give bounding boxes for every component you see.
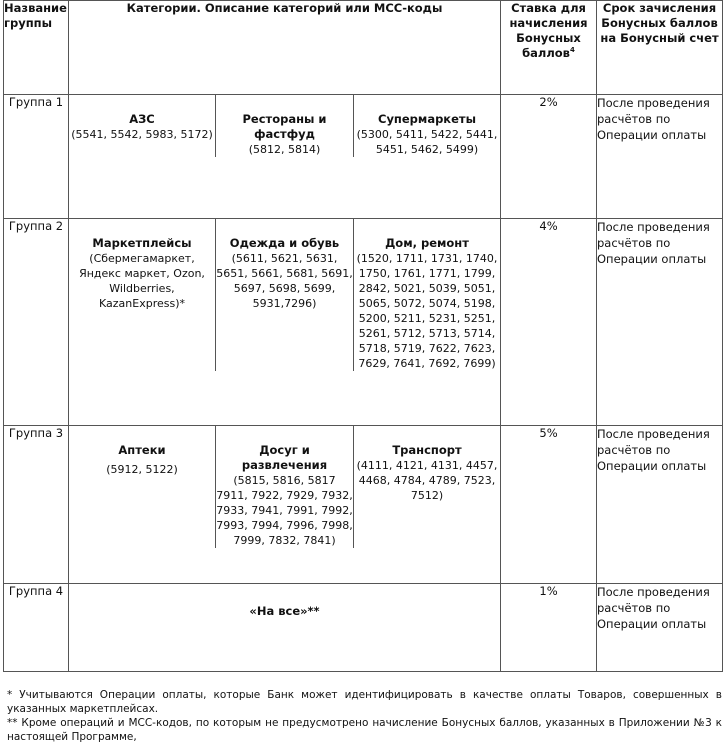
table-row-group-3: [4, 426, 723, 584]
category-codes: (5541, 5542, 5983, 5172): [71, 128, 213, 141]
category-name: Аптеки: [118, 443, 166, 457]
footnote-exclusions: ** Кроме операций и МСС-кодов, по которым не предусмотрено начисление Бонусных баллов, указанных в Приложении №3 к настоящей Программе,: [7, 717, 722, 743]
group-label: Группа 3: [4, 426, 69, 584]
group-label: Группа 2: [4, 219, 69, 426]
category-cell: [354, 95, 500, 157]
category-name: Рестораны и фастфуд: [242, 112, 327, 141]
category-codes: (5912, 5122): [106, 463, 178, 476]
category-cell: [354, 426, 500, 548]
footnotes: [7, 688, 722, 744]
category-codes: (5611, 5621, 5631, 5651, 5661, 5681, 5691, 5697, 5698, 5699, 5931,7296): [216, 252, 353, 310]
category-cell: [215, 219, 354, 371]
category-codes: (4111, 4121, 4131, 4457, 4468, 4784, 4789, 7523, 7512): [356, 459, 498, 502]
group-rate: 5%: [501, 426, 597, 584]
group-term: После проведения расчётов по Операции оплаты: [597, 95, 723, 219]
header-term: Срок зачисления Бонусных баллов на Бонусный счет: [597, 1, 723, 95]
group-rate: 4%: [501, 219, 597, 426]
category-codes: (1520, 1711, 1731, 1740, 1750, 1761, 1771, 1799, 2842, 5021, 5039, 5051, 5065, 5072, 5074, 5198, 5200, 5211, 5231, 5251, 5261, 5712, 5713, 5714, 5718, 5719, 7622, 7623, 7629, 7641, 7692, 7699): [356, 252, 498, 370]
category-cell: [354, 219, 500, 371]
category-cell: [215, 426, 354, 548]
table-row-group-1: [4, 95, 723, 219]
header-rate-text: Ставка для начисления Бонусных баллов: [509, 1, 588, 60]
group-term: После проведения расчётов по Операции оплаты: [597, 426, 723, 584]
group-term: После проведения расчётов по Операции оплаты: [597, 584, 723, 672]
header-categories: Категории. Описание категорий или МСС-коды: [69, 1, 501, 95]
category-codes: (5812, 5814): [248, 143, 321, 156]
group-categories: [69, 584, 501, 672]
category-codes: (5815, 5816, 5817 7911, 7922, 7929, 7932, 7933, 7941, 7991, 7992, 7993, 7994, 7996, 7998, 7999, 7832, 7841): [216, 474, 353, 547]
category-name: Одежда и обувь: [229, 236, 340, 250]
category-codes: (Сбермегамаркет, Яндекс маркет, Ozon, Wildberries, KazanExpress)*: [79, 252, 205, 310]
group-label: Группа 4: [4, 584, 69, 672]
group-categories: [69, 219, 501, 426]
table-row-group-2: [4, 219, 723, 426]
bonus-groups-table: [3, 0, 723, 672]
category-name: Супермаркеты: [378, 112, 476, 126]
group-categories: [69, 426, 501, 584]
header-rate: [501, 1, 597, 95]
group-rate: 1%: [501, 584, 597, 672]
category-name: Маркетплейсы: [92, 236, 192, 250]
category-cell: [69, 219, 215, 371]
header-rate-footnote-mark: 4: [569, 46, 575, 55]
group-label: Группа 1: [4, 95, 69, 219]
category-name: АЗС: [129, 112, 155, 126]
group-term: После проведения расчётов по Операции оплаты: [597, 219, 723, 426]
table-header-row: [4, 1, 723, 95]
category-name: Дом, ремонт: [385, 236, 469, 250]
table-row-group-4: [4, 584, 723, 672]
category-name: Транспорт: [392, 443, 462, 457]
group-categories: [69, 95, 501, 219]
header-group: Название группы: [4, 1, 69, 95]
category-name: Досуг и развлечения: [241, 443, 328, 472]
category-cell: [69, 95, 215, 157]
category-cell: [215, 95, 354, 157]
footnote-marketplaces: * Учитываются Операции оплаты, которые Банк может идентифицировать в качестве оплаты Товаров, совершенных в указанных маркетплейсах.: [7, 689, 722, 715]
category-codes: (5300, 5411, 5422, 5441, 5451, 5462, 5499): [356, 128, 498, 156]
group-rate: 2%: [501, 95, 597, 219]
category-all-label: «На все»**: [249, 604, 320, 618]
category-cell: [69, 426, 215, 548]
